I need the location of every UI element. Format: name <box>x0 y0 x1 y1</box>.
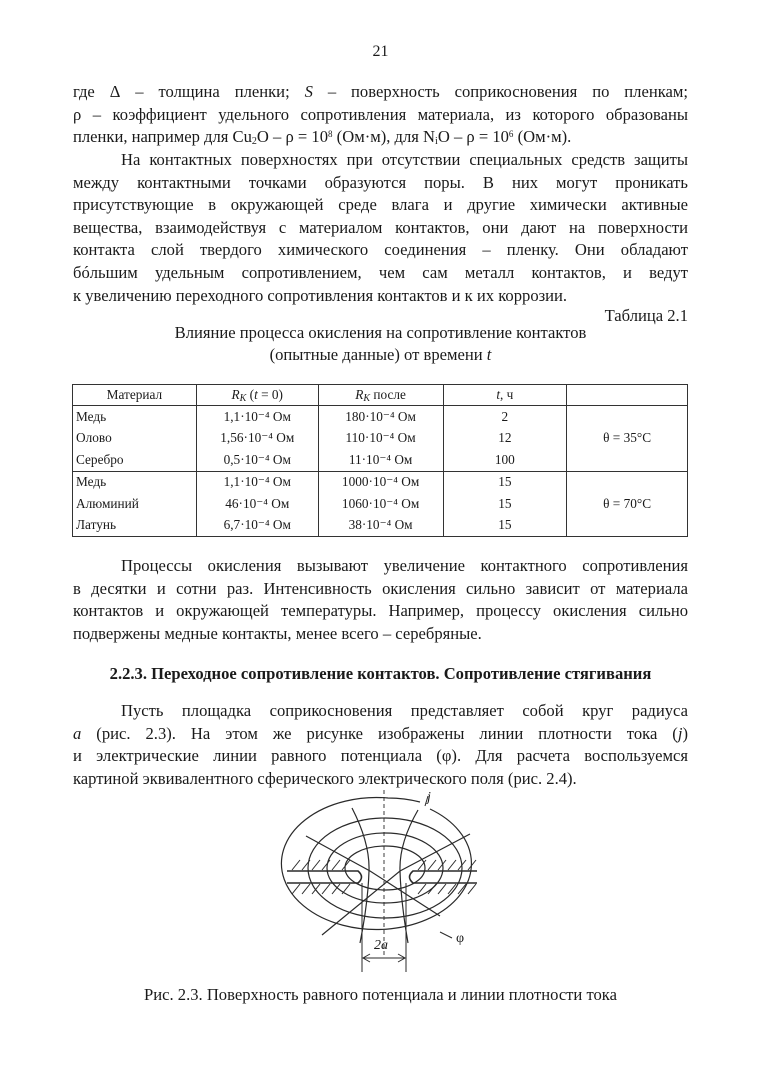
text-line: и электрические линии равного потенциала (φ). Для расчета воспользуемся <box>73 746 688 766</box>
text-line: подвержены медные контакты, менее всего – серебряные. <box>73 623 482 643</box>
header-rk-after: $R_K$ после <box>318 385 443 406</box>
cell-material: Медь <box>73 406 197 428</box>
text-line: Пусть площадка соприкосновения представляет собой круг радиуса <box>121 701 688 720</box>
table-row <box>73 471 688 493</box>
cell-time: 15 <box>443 471 567 493</box>
cell-rk-after: 110·10⁻⁴ Ом <box>318 428 443 450</box>
cell-material: Медь <box>73 471 197 493</box>
text-line: бóльшим удельным сопротивлением, чем сам металл контактов, и ведут <box>73 262 688 282</box>
header-time: t, ч <box>443 385 567 406</box>
cell-rk-after: 1000·10⁻⁴ Ом <box>318 471 443 493</box>
text-line: пленки, например для $Cu_2O - \rho = 10^8$ (Ом·м), для $N_iO - \rho = 10^6$ (Ом·м). <box>73 127 572 148</box>
cell-time: 12 <box>443 428 567 450</box>
cell-material: Латунь <box>73 515 197 537</box>
oxidation-resistance-table <box>72 384 688 537</box>
header-condition <box>567 385 688 406</box>
cell-rk-after: 1060·10⁻⁴ Ом <box>318 493 443 515</box>
table-header-row <box>73 385 688 406</box>
text-line: между контактными точками образуются поры. В них могут проникать <box>73 172 688 192</box>
text-line: присутствующие в окружающей среде влага и другие химически активные <box>73 195 688 215</box>
table-row <box>73 406 688 428</box>
cell-rk-after: 11·10⁻⁴ Ом <box>318 449 443 471</box>
cell-rk-after: 180·10⁻⁴ Ом <box>318 406 443 428</box>
text-line: На контактных поверхностях при отсутствии специальных средств защиты <box>121 150 688 169</box>
paragraph-oxidation-effects <box>73 555 688 645</box>
cell-rk-initial: 1,1·10⁻⁴ Ом <box>196 471 318 493</box>
header-rk-initial: $R_K$ (t = 0) <box>196 385 318 406</box>
text-line: вещества, взаимодействуя с материалом контактов, они дают на поверхности <box>73 217 688 237</box>
paragraph-contact-area <box>73 700 688 790</box>
text-line: ρ – коэффициент удельного сопротивления материала, из которого образованы <box>73 104 688 124</box>
cell-rk-initial: 6,7·10⁻⁴ Ом <box>196 515 318 537</box>
text-line: к увеличению переходного сопротивления контактов и к их коррозии. <box>73 285 568 305</box>
cell-rk-initial: 1,1·10⁻⁴ Ом <box>196 406 318 428</box>
cell-rk-initial: 0,5·10⁻⁴ Ом <box>196 449 318 471</box>
text-line: контактов и окружающей температуры. Например, процессу окисления сильно <box>73 601 688 621</box>
paragraph-film-definitions <box>73 81 688 149</box>
text-line: a (рис. 2.3). На этом же рисунке изображены линии плотности тока (j) <box>73 723 688 743</box>
cell-time: 2 <box>443 406 567 428</box>
table-subtitle: (опытные данные) от времени t <box>269 345 492 364</box>
cell-material: Олово <box>73 428 197 450</box>
header-material: Материал <box>73 385 197 406</box>
cell-rk-initial: 1,56·10⁻⁴ Ом <box>196 428 318 450</box>
equipotential-diagram <box>270 788 510 973</box>
label-contact-diameter: 2a <box>374 938 388 953</box>
cell-time: 15 <box>443 493 567 515</box>
paragraph-pores-and-films <box>73 149 688 307</box>
section-heading: 2.2.3. Переходное сопротивление контактов. Сопротивление стягивания <box>109 664 652 683</box>
cell-rk-after: 38·10⁻⁴ Ом <box>318 515 443 537</box>
table-number: Таблица 2.1 <box>604 306 688 325</box>
cell-material: Алюминий <box>73 493 197 515</box>
label-potential: φ <box>456 931 465 946</box>
cell-condition: θ = 70°C <box>567 471 688 537</box>
text-line: Процессы окисления вызывают увеличение контактного сопротивления <box>121 556 688 575</box>
table-title: Влияние процесса окисления на сопротивление контактов <box>174 323 587 342</box>
text-line: картиной эквивалентного сферического электрического поля (рис. 2.4). <box>73 768 577 788</box>
cell-condition: θ = 35°C <box>567 406 688 472</box>
label-current-density: j <box>427 790 431 805</box>
cell-rk-initial: 46·10⁻⁴ Ом <box>196 493 318 515</box>
page-number: 21 <box>372 43 389 60</box>
figure-caption: Рис. 2.3. Поверхность равного потенциала и линии плотности тока <box>144 985 617 1004</box>
cell-time: 100 <box>443 449 567 471</box>
text-line: где Δ – толщина пленки; S – поверхность соприкосновения по пленкам; <box>73 82 688 101</box>
cell-material: Серебро <box>73 449 197 471</box>
figure-equipotential-current-lines <box>270 788 510 973</box>
text-line: контакта слой твердого химического соединения – пленку. Они обладают <box>73 240 688 260</box>
cell-time: 15 <box>443 515 567 537</box>
text-line: в десятки и сотни раз. Интенсивность окисления сильно зависит от материала <box>73 578 688 598</box>
